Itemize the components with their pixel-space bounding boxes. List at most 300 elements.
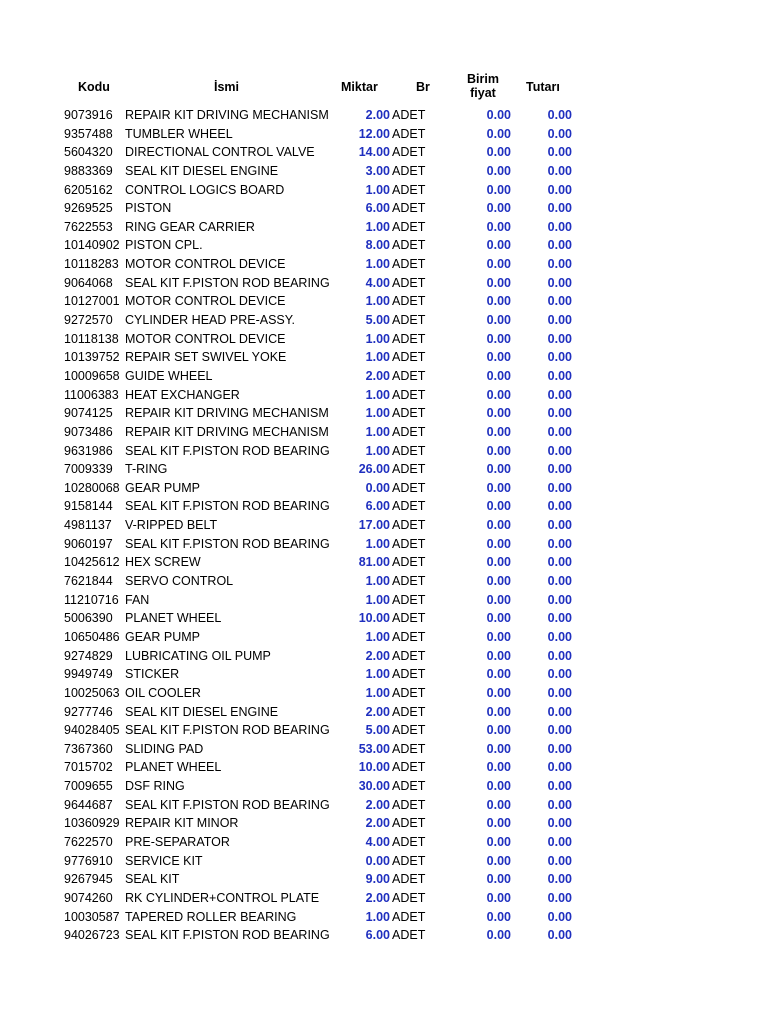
table-row: [0, 870, 768, 889]
part-name-cell: SEAL KIT DIESEL ENGINE: [125, 163, 279, 178]
header-miktar: Miktar: [341, 80, 378, 94]
part-name-cell: SEAL KIT F.PISTON ROD BEARING: [125, 499, 330, 514]
total-amount-cell: 0.00: [547, 629, 572, 644]
total-amount-cell: 0.00: [547, 872, 572, 887]
total-amount-cell: 0.00: [547, 350, 572, 365]
table-row: [0, 926, 768, 945]
header-birim-line2: fiyat: [470, 86, 496, 100]
unit-price-cell: 0.00: [486, 350, 511, 365]
unit-cell: ADET: [392, 406, 426, 421]
part-code-cell: 10280068: [64, 480, 120, 495]
part-code-cell: 7009339: [64, 462, 113, 477]
part-code-cell: 11006383: [64, 387, 119, 402]
unit-cell: ADET: [392, 219, 426, 234]
unit-cell: ADET: [392, 592, 426, 607]
quantity-cell: 2.00: [365, 648, 390, 663]
quantity-cell: 1.00: [365, 219, 390, 234]
quantity-cell: 9.00: [365, 872, 390, 887]
part-code-cell: 9064068: [64, 275, 113, 290]
part-code-cell: 10139752: [64, 350, 120, 365]
total-amount-cell: 0.00: [547, 108, 572, 122]
total-amount-cell: 0.00: [547, 163, 572, 178]
part-code-cell: 10030587: [64, 909, 120, 924]
quantity-cell: 17.00: [358, 518, 390, 533]
unit-price-cell: 0.00: [486, 163, 511, 178]
unit-price-cell: 0.00: [486, 909, 511, 924]
quantity-cell: 10.00: [358, 760, 390, 775]
total-amount-cell: 0.00: [547, 779, 572, 794]
unit-price-cell: 0.00: [486, 275, 511, 290]
quantity-cell: 1.00: [365, 331, 390, 346]
quantity-cell: 5.00: [365, 313, 390, 328]
unit-price-cell: 0.00: [486, 406, 511, 421]
part-name-cell: SEAL KIT F.PISTON ROD BEARING: [125, 443, 330, 458]
unit-cell: ADET: [392, 555, 426, 570]
quantity-cell: 12.00: [358, 126, 390, 141]
part-code-cell: 9074260: [64, 890, 113, 905]
part-code-cell: 10127001: [64, 294, 120, 309]
part-code-cell: 10118283: [64, 257, 119, 272]
part-code-cell: 9883369: [64, 163, 113, 178]
part-code-cell: 9073486: [64, 424, 113, 439]
part-code-cell: 5006390: [64, 611, 113, 626]
unit-price-cell: 0.00: [486, 592, 511, 607]
total-amount-cell: 0.00: [547, 145, 572, 160]
total-amount-cell: 0.00: [547, 201, 572, 216]
part-code-cell: 11210716: [64, 592, 119, 607]
unit-cell: ADET: [392, 108, 426, 122]
table-row: [0, 889, 768, 908]
unit-price-cell: 0.00: [486, 816, 511, 831]
table-row: [0, 423, 768, 442]
unit-price-cell: 0.00: [486, 219, 511, 234]
unit-cell: ADET: [392, 779, 426, 794]
unit-cell: ADET: [392, 536, 426, 551]
total-amount-cell: 0.00: [547, 536, 572, 551]
part-code-cell: 7621844: [64, 574, 113, 589]
unit-cell: ADET: [392, 797, 426, 812]
unit-cell: ADET: [392, 741, 426, 756]
table-row: [0, 740, 768, 759]
table-row: [0, 908, 768, 927]
table-row: [0, 125, 768, 144]
unit-cell: ADET: [392, 834, 426, 849]
part-name-cell: MOTOR CONTROL DEVICE: [125, 257, 286, 272]
part-name-cell: SEAL KIT DIESEL ENGINE: [125, 704, 279, 719]
part-code-cell: 7015702: [64, 760, 113, 775]
unit-cell: ADET: [392, 294, 426, 309]
total-amount-cell: 0.00: [547, 480, 572, 495]
total-amount-cell: 0.00: [547, 518, 572, 533]
quantity-cell: 6.00: [365, 928, 390, 943]
part-code-cell: 9269525: [64, 201, 113, 216]
unit-cell: ADET: [392, 648, 426, 663]
unit-price-cell: 0.00: [486, 294, 511, 309]
total-amount-cell: 0.00: [547, 499, 572, 514]
quantity-cell: 6.00: [365, 499, 390, 514]
part-name-cell: T-RING: [125, 462, 168, 477]
table-row: [0, 218, 768, 237]
total-amount-cell: 0.00: [547, 704, 572, 719]
unit-cell: ADET: [392, 685, 426, 700]
part-name-cell: SERVICE KIT: [125, 853, 203, 868]
quantity-cell: 1.00: [365, 406, 390, 421]
unit-cell: ADET: [392, 518, 426, 533]
unit-cell: ADET: [392, 853, 426, 868]
unit-cell: ADET: [392, 145, 426, 160]
total-amount-cell: 0.00: [547, 368, 572, 383]
unit-price-cell: 0.00: [486, 368, 511, 383]
total-amount-cell: 0.00: [547, 182, 572, 197]
unit-cell: ADET: [392, 574, 426, 589]
part-code-cell: 10650486: [64, 629, 120, 644]
table-row: [0, 367, 768, 386]
total-amount-cell: 0.00: [547, 294, 572, 309]
unit-cell: ADET: [392, 275, 426, 290]
part-code-cell: 7367360: [64, 741, 113, 756]
total-amount-cell: 0.00: [547, 909, 572, 924]
quantity-cell: 6.00: [365, 201, 390, 216]
table-row: [0, 479, 768, 498]
table-row: [0, 162, 768, 181]
total-amount-cell: 0.00: [547, 760, 572, 775]
unit-price-cell: 0.00: [486, 741, 511, 756]
quantity-cell: 5.00: [365, 723, 390, 738]
unit-price-cell: 0.00: [486, 238, 511, 253]
part-code-cell: 9274829: [64, 648, 113, 663]
part-name-cell: SEAL KIT F.PISTON ROD BEARING: [125, 928, 330, 943]
table-row: [0, 442, 768, 461]
unit-cell: ADET: [392, 387, 426, 402]
total-amount-cell: 0.00: [547, 238, 572, 253]
unit-price-cell: 0.00: [486, 443, 511, 458]
unit-cell: ADET: [392, 499, 426, 514]
part-name-cell: FAN: [125, 592, 150, 607]
part-code-cell: 94026723: [64, 928, 120, 943]
part-name-cell: TAPERED ROLLER BEARING: [125, 909, 297, 924]
quantity-cell: 10.00: [358, 611, 390, 626]
part-code-cell: 94028405: [64, 723, 120, 738]
unit-price-cell: 0.00: [486, 462, 511, 477]
table-row: [0, 199, 768, 218]
part-code-cell: 9357488: [64, 126, 113, 141]
part-code-cell: 10140902: [64, 238, 120, 253]
part-name-cell: MOTOR CONTROL DEVICE: [125, 331, 286, 346]
unit-price-cell: 0.00: [486, 611, 511, 626]
total-amount-cell: 0.00: [547, 834, 572, 849]
unit-price-cell: 0.00: [486, 387, 511, 402]
part-code-cell: 9267945: [64, 872, 113, 887]
unit-cell: ADET: [392, 611, 426, 626]
quantity-cell: 4.00: [365, 275, 390, 290]
unit-price-cell: 0.00: [486, 257, 511, 272]
unit-cell: ADET: [392, 928, 426, 943]
part-code-cell: 7622553: [64, 219, 113, 234]
part-code-cell: 10009658: [64, 368, 120, 383]
quantity-cell: 30.00: [358, 779, 390, 794]
quantity-cell: 2.00: [365, 108, 390, 122]
table-row: [0, 553, 768, 572]
quantity-cell: 8.00: [365, 238, 390, 253]
part-code-cell: 9272570: [64, 313, 113, 328]
part-code-cell: 10118138: [64, 331, 119, 346]
unit-cell: ADET: [392, 704, 426, 719]
part-name-cell: CYLINDER HEAD PRE-ASSY.: [125, 313, 295, 328]
part-code-cell: 10425612: [64, 555, 120, 570]
part-name-cell: HEX SCREW: [125, 555, 201, 570]
table-row: [0, 572, 768, 591]
quantity-cell: 1.00: [365, 443, 390, 458]
header-ismi: İsmi: [214, 80, 240, 94]
unit-price-cell: 0.00: [486, 890, 511, 905]
part-code-cell: 9644687: [64, 797, 113, 812]
part-name-cell: SEAL KIT F.PISTON ROD BEARING: [125, 797, 330, 812]
unit-price-cell: 0.00: [486, 797, 511, 812]
table-row: [0, 703, 768, 722]
part-name-cell: SEAL KIT F.PISTON ROD BEARING: [125, 723, 330, 738]
part-code-cell: 9158144: [64, 499, 113, 514]
unit-cell: ADET: [392, 890, 426, 905]
part-code-cell: 9074125: [64, 406, 113, 421]
unit-cell: ADET: [392, 182, 426, 197]
quantity-cell: 1.00: [365, 629, 390, 644]
part-name-cell: OIL COOLER: [125, 685, 201, 700]
part-name-cell: SERVO CONTROL: [125, 574, 234, 589]
part-name-cell: REPAIR KIT DRIVING MECHANISM: [125, 424, 329, 439]
part-name-cell: LUBRICATING OIL PUMP: [125, 648, 271, 663]
part-name-cell: STICKER: [125, 667, 180, 682]
table-row: [0, 181, 768, 200]
quantity-cell: 2.00: [365, 797, 390, 812]
part-name-cell: PLANET WHEEL: [125, 760, 222, 775]
unit-price-cell: 0.00: [486, 331, 511, 346]
unit-price-cell: 0.00: [486, 872, 511, 887]
total-amount-cell: 0.00: [547, 126, 572, 141]
total-amount-cell: 0.00: [547, 685, 572, 700]
table-row: [0, 330, 768, 349]
part-name-cell: PRE-SEPARATOR: [125, 834, 230, 849]
part-name-cell: SEAL KIT: [125, 872, 180, 887]
unit-cell: ADET: [392, 723, 426, 738]
header-kodu: Kodu: [78, 80, 110, 94]
unit-cell: ADET: [392, 257, 426, 272]
quantity-cell: 14.00: [358, 145, 390, 160]
part-name-cell: V-RIPPED BELT: [125, 518, 218, 533]
part-code-cell: 9949749: [64, 667, 113, 682]
unit-price-cell: 0.00: [486, 555, 511, 570]
quantity-cell: 1.00: [365, 294, 390, 309]
total-amount-cell: 0.00: [547, 797, 572, 812]
part-name-cell: PISTON: [125, 201, 172, 216]
part-code-cell: 9060197: [64, 536, 113, 551]
unit-cell: ADET: [392, 424, 426, 439]
unit-cell: ADET: [392, 238, 426, 253]
total-amount-cell: 0.00: [547, 816, 572, 831]
part-code-cell: 6205162: [64, 182, 113, 197]
total-amount-cell: 0.00: [547, 424, 572, 439]
part-name-cell: REPAIR SET SWIVEL YOKE: [125, 350, 287, 365]
part-code-cell: 9277746: [64, 704, 113, 719]
header-birim-fiyat: [466, 72, 500, 100]
part-name-cell: GUIDE WHEEL: [125, 368, 213, 383]
quantity-cell: 1.00: [365, 536, 390, 551]
unit-price-cell: 0.00: [486, 145, 511, 160]
part-name-cell: DSF RING: [125, 779, 185, 794]
table-row: [0, 796, 768, 815]
table-row: [0, 460, 768, 479]
total-amount-cell: 0.00: [547, 219, 572, 234]
part-code-cell: 7009655: [64, 779, 113, 794]
unit-cell: ADET: [392, 816, 426, 831]
part-code-cell: 7622570: [64, 834, 113, 849]
table-row: [0, 852, 768, 871]
table-row: [0, 684, 768, 703]
table-row: [0, 721, 768, 740]
part-name-cell: HEAT EXCHANGER: [125, 387, 240, 402]
part-name-cell: SLIDING PAD: [125, 741, 204, 756]
part-code-cell: 9073916: [64, 108, 113, 122]
total-amount-cell: 0.00: [547, 741, 572, 756]
unit-cell: ADET: [392, 313, 426, 328]
quantity-cell: 2.00: [365, 816, 390, 831]
part-name-cell: PISTON CPL.: [125, 238, 203, 253]
total-amount-cell: 0.00: [547, 853, 572, 868]
unit-price-cell: 0.00: [486, 518, 511, 533]
unit-price-cell: 0.00: [486, 648, 511, 663]
total-amount-cell: 0.00: [547, 462, 572, 477]
unit-cell: ADET: [392, 350, 426, 365]
unit-price-cell: 0.00: [486, 108, 511, 122]
table-row: [0, 516, 768, 535]
quantity-cell: 1.00: [365, 387, 390, 402]
table-row: [0, 665, 768, 684]
part-name-cell: REPAIR KIT DRIVING MECHANISM: [125, 108, 329, 122]
table-row: [0, 814, 768, 833]
unit-cell: ADET: [392, 629, 426, 644]
unit-cell: ADET: [392, 201, 426, 216]
unit-price-cell: 0.00: [486, 779, 511, 794]
unit-cell: ADET: [392, 331, 426, 346]
part-code-cell: 9776910: [64, 853, 113, 868]
table-row: [0, 292, 768, 311]
quantity-cell: 2.00: [365, 368, 390, 383]
unit-cell: ADET: [392, 462, 426, 477]
unit-cell: ADET: [392, 760, 426, 775]
quantity-cell: 1.00: [365, 350, 390, 365]
unit-price-cell: 0.00: [486, 424, 511, 439]
unit-cell: ADET: [392, 163, 426, 178]
unit-price-cell: 0.00: [486, 704, 511, 719]
unit-price-cell: 0.00: [486, 480, 511, 495]
quantity-cell: 1.00: [365, 424, 390, 439]
part-name-cell: MOTOR CONTROL DEVICE: [125, 294, 286, 309]
part-code-cell: 9631986: [64, 443, 113, 458]
table-row: [0, 255, 768, 274]
part-name-cell: REPAIR KIT MINOR: [125, 816, 239, 831]
total-amount-cell: 0.00: [547, 313, 572, 328]
quantity-cell: 0.00: [365, 480, 390, 495]
total-amount-cell: 0.00: [547, 667, 572, 682]
unit-cell: ADET: [392, 872, 426, 887]
quantity-cell: 2.00: [365, 704, 390, 719]
part-code-cell: 10025063: [64, 685, 120, 700]
total-amount-cell: 0.00: [547, 257, 572, 272]
unit-cell: ADET: [392, 667, 426, 682]
total-amount-cell: 0.00: [547, 928, 572, 943]
quantity-cell: 2.00: [365, 890, 390, 905]
total-amount-cell: 0.00: [547, 443, 572, 458]
table-row: [0, 386, 768, 405]
quantity-cell: 1.00: [365, 667, 390, 682]
table-row: [0, 404, 768, 423]
part-code-cell: 4981137: [64, 518, 112, 533]
part-name-cell: CONTROL LOGICS BOARD: [125, 182, 285, 197]
quantity-cell: 0.00: [365, 853, 390, 868]
total-amount-cell: 0.00: [547, 611, 572, 626]
unit-cell: ADET: [392, 909, 426, 924]
table-row: [0, 647, 768, 666]
table-row: [0, 591, 768, 610]
part-name-cell: DIRECTIONAL CONTROL VALVE: [125, 145, 315, 160]
part-name-cell: REPAIR KIT DRIVING MECHANISM: [125, 406, 329, 421]
unit-price-cell: 0.00: [486, 667, 511, 682]
unit-price-cell: 0.00: [486, 574, 511, 589]
unit-price-cell: 0.00: [486, 629, 511, 644]
total-amount-cell: 0.00: [547, 406, 572, 421]
total-amount-cell: 0.00: [547, 275, 572, 290]
quantity-cell: 1.00: [365, 257, 390, 272]
header-tutari: Tutarı: [526, 80, 560, 94]
parts-table-body: [0, 106, 768, 945]
table-row: [0, 106, 768, 125]
part-name-cell: RING GEAR CARRIER: [125, 219, 255, 234]
part-name-cell: RK CYLINDER+CONTROL PLATE: [125, 890, 320, 905]
part-name-cell: GEAR PUMP: [125, 480, 201, 495]
total-amount-cell: 0.00: [547, 890, 572, 905]
table-row: [0, 758, 768, 777]
part-code-cell: 5604320: [64, 145, 113, 160]
table-row: [0, 628, 768, 647]
unit-cell: ADET: [392, 480, 426, 495]
quantity-cell: 1.00: [365, 182, 390, 197]
unit-price-cell: 0.00: [486, 928, 511, 943]
quantity-cell: 3.00: [365, 163, 390, 178]
unit-price-cell: 0.00: [486, 201, 511, 216]
unit-price-cell: 0.00: [486, 182, 511, 197]
unit-price-cell: 0.00: [486, 685, 511, 700]
unit-price-cell: 0.00: [486, 760, 511, 775]
total-amount-cell: 0.00: [547, 574, 572, 589]
part-name-cell: SEAL KIT F.PISTON ROD BEARING: [125, 275, 330, 290]
header-birim-line1: Birim: [467, 72, 499, 86]
part-name-cell: SEAL KIT F.PISTON ROD BEARING: [125, 536, 330, 551]
table-row: [0, 833, 768, 852]
total-amount-cell: 0.00: [547, 648, 572, 663]
total-amount-cell: 0.00: [547, 387, 572, 402]
total-amount-cell: 0.00: [547, 555, 572, 570]
total-amount-cell: 0.00: [547, 592, 572, 607]
quantity-cell: 1.00: [365, 685, 390, 700]
quantity-cell: 4.00: [365, 834, 390, 849]
unit-price-cell: 0.00: [486, 834, 511, 849]
table-row: [0, 609, 768, 628]
quantity-cell: 81.00: [358, 555, 390, 570]
quantity-cell: 53.00: [358, 741, 390, 756]
unit-price-cell: 0.00: [486, 536, 511, 551]
table-row: [0, 497, 768, 516]
table-row: [0, 348, 768, 367]
header-br: Br: [416, 80, 430, 94]
